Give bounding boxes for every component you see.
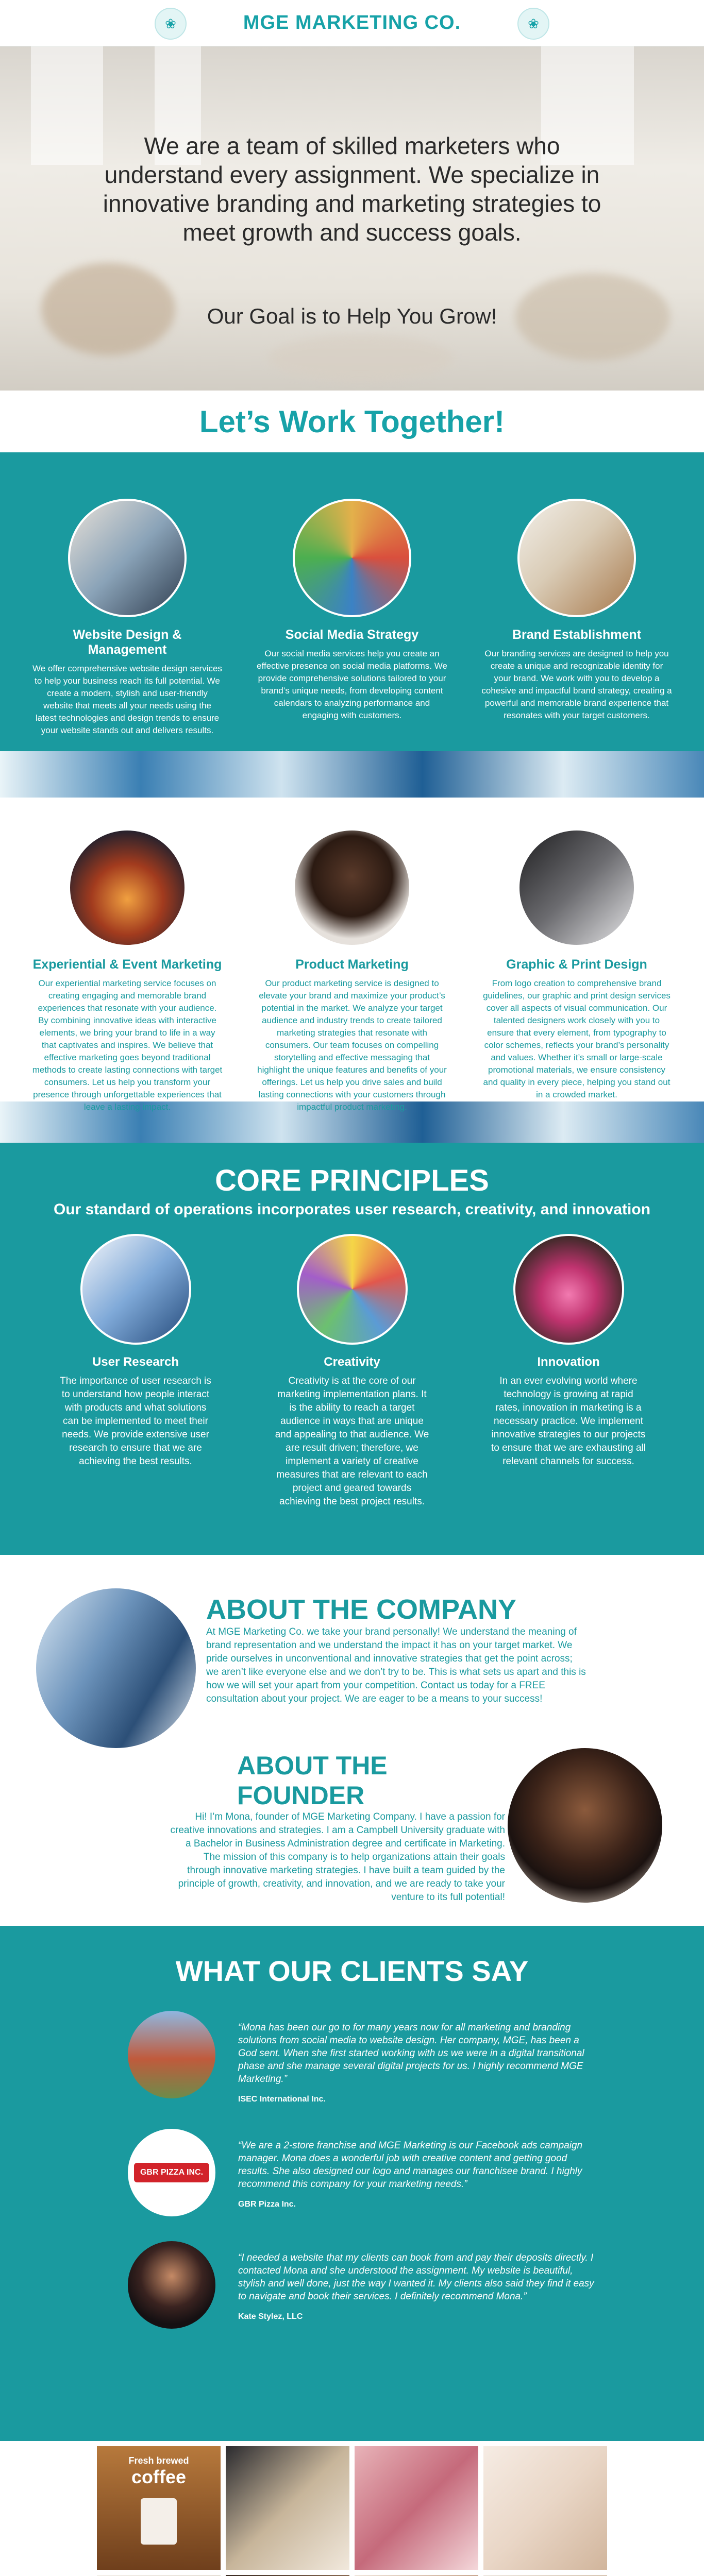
testimonial [128, 2241, 704, 2329]
gallery-tile[interactable] [226, 2446, 349, 2570]
company-image [36, 1588, 196, 1748]
service-text: Our experiential marketing service focuses on creating engaging and memorable brand experiences that resonate with your audience. By combining innovative ideas with interactive elements, we bring your brand to life in a way that captivates and inspires. We believe that effective marketing goes beyond traditional methods to create lasting connections with target consumers. Let us help you transform your presence through unforgettable experiences that leave a lasting impact. [32, 978, 223, 1112]
founder-photo [508, 1748, 662, 1903]
service-card [481, 499, 672, 737]
principle-text: The importance of user research is to understand how people interact with products and what solutions can be implemented to meet their needs. We provide extensive user research to ensure that we are achieving the best results. [60, 1376, 211, 1467]
wave-divider [0, 751, 704, 798]
service-text: Our social media services help you create an effective presence on social media platforms. We provide comprehensive solutions tailored to your brand’s unique needs, from developing content calendars to analyzing performance and engaging with customers. [257, 649, 447, 720]
principle-title: User Research [92, 1355, 179, 1369]
service-card [257, 828, 447, 1113]
principle-title: Innovation [537, 1355, 600, 1369]
testimonial-author: GBR Pizza Inc. [238, 2200, 296, 2209]
principle-image [513, 1234, 624, 1345]
service-title: Brand Establishment [512, 628, 642, 642]
principle-card [58, 1234, 213, 1509]
gallery-tile[interactable] [483, 2446, 607, 2570]
service-image [293, 828, 411, 947]
service-title: Product Marketing [295, 957, 409, 972]
service-title: Experiential & Event Marketing [32, 957, 222, 972]
service-card [32, 828, 223, 1113]
core-title: CORE PRINCIPLES [215, 1164, 489, 1197]
about-company-title: ABOUT THE COMPANY [206, 1594, 516, 1625]
site-header [0, 0, 704, 46]
principle-text: Creativity is at the core of our marketing implementation plans. It is the ability to reach a target audience in ways that are unique and appealing to that audience. We are result driven; therefore, we implement a variety of creative measures that are relevant to each project and geared towards achieving the best project results. [275, 1376, 429, 1507]
about-founder-title: ABOUT THE FOUNDER [237, 1751, 388, 1810]
service-text: Our product marketing service is designed to elevate your brand and maximize your product’s potential in the market. We analyze your target audience and industry trends to create tailored marketing strategies that resonate with consumers. Our team focuses on compelling storytelling and effective messaging that highlight the unique features and benefits of your offerings. Let us help you drive sales and build lasting connections with your customers through impactful product marketing. [257, 978, 447, 1112]
service-title: Website Design & Management [73, 628, 182, 657]
portfolio-gallery [0, 2441, 704, 2576]
gbr-logo: GBR PIZZA INC. [134, 2163, 209, 2182]
section-title-work: Let’s Work Together! [199, 404, 505, 439]
site-title[interactable]: MGE MARKETING CO. [243, 12, 461, 33]
testimonial [128, 2011, 704, 2104]
service-image [517, 499, 636, 617]
service-text: Our branding services are designed to help you create a unique and recognizable identity for your brand. We work with you to develop a cohesive and impactful brand strategy, creating a powerful and memorable brand experience that resonates with your target customers. [481, 649, 672, 720]
core-principles-section [0, 1143, 704, 1555]
logo-left-icon[interactable]: ❀ [155, 8, 187, 40]
core-subtitle: Our standard of operations incorporates user research, creativity, and innovation [53, 1201, 651, 1218]
about-founder-text: Hi! I’m Mona, founder of MGE Marketing Company. I have a passion for creative innovations and strategies. I am a Campbell University graduate with a Bachelor in Business Administration degree and certificate in Marketing. The mission of this company is to help organizations attain their goals through innovative marketing strategies. I have built a team guided by the principle of growth, creativity, and innovation, and we are ready to take your venture to its full potential! [170, 1811, 505, 1903]
service-title: Social Media Strategy [285, 628, 419, 642]
service-text: From logo creation to comprehensive brand guidelines, our graphic and print design services cover all aspects of visual communication. Our talented designers work closely with you to ensure that every element, from typography to color schemes, reflects your brand’s personality and values. Whether it’s small or large-scale promotional materials, we ensure consistency and quality in every piece, helping you stand out in a crowded market. [483, 978, 671, 1099]
client-avatar [128, 2241, 215, 2329]
principle-image [80, 1234, 191, 1345]
about-section [0, 1555, 704, 1926]
service-card [32, 499, 223, 737]
service-card [481, 828, 672, 1113]
testimonial [128, 2129, 704, 2216]
testimonial-quote: “I needed a website that my clients can book from and pay their deposits directly. I contacted Mona and she understood the assignment. My website is beautiful, stylish and well done, just the way I wanted it. My clients also said they find it easy to navigate and book their services. I definitely recommend Mona.” [238, 2252, 594, 2302]
service-image [517, 828, 636, 947]
client-avatar [128, 2011, 215, 2098]
testimonial-quote: “We are a 2-store franchise and MGE Marketing is our Facebook ads campaign manager. Mona does a wonderful job with creative content and getting good results. She also designed our logo and manages our franchisee brand. I highly recommend this company for your marketing needs.” [238, 2140, 583, 2190]
coffee-caption: Fresh brewed [128, 2455, 189, 2466]
principle-text: In an ever evolving world where technology is growing at rapid rates, innovation in marketing is a necessary practice. We implement innovative strategies to our projects to ensure that we are exhausting all relevant channels for success. [491, 1376, 646, 1467]
principle-card [275, 1234, 429, 1509]
testimonials-section [0, 1926, 704, 2441]
testimonial-author: Kate Stylez, LLC [238, 2312, 303, 2321]
services-row-2 [0, 798, 704, 1112]
hero-section [0, 46, 704, 391]
principle-image [297, 1234, 408, 1345]
client-avatar [128, 2129, 215, 2216]
testimonials-title: WHAT OUR CLIENTS SAY [175, 1955, 529, 1987]
logo-right-icon[interactable]: ❀ [517, 8, 549, 40]
service-text: We offer comprehensive website design services to help your business reach its full potential. We create a modern, stylish and user-friendly website that meets all your needs using the latest technologies and design trends to ensure your website stands out and delivers results. [32, 664, 222, 735]
hero-blur [268, 335, 454, 381]
service-card [257, 499, 447, 737]
hero-subline: Our Goal is to Help You Grow! [207, 304, 497, 328]
service-image [68, 499, 187, 617]
services-row-1 [0, 452, 704, 751]
about-company-text: At MGE Marketing Co. we take your brand personally! We understand the meaning of brand representation and we understand the impact it has on your target market. We pride ourselves in unconventional and innovative strategies that get the point across; we aren’t like everyone else and we don’t try to be. This is what sets us apart and this is how we will set your apart from your competition. Contact us today for a FREE consultation about your project. We are eager to be a means to your success! [206, 1626, 586, 1704]
gallery-tile[interactable] [355, 2446, 478, 2570]
about-company [206, 1594, 588, 1706]
coffee-caption: coffee [131, 2466, 187, 2487]
service-image [68, 828, 187, 947]
gallery-tile[interactable] [97, 2446, 221, 2570]
hero-headline: We are a team of skilled marketers who understand every assignment. We specialize in innovative branding and marketing strategies to meet growth and success goals. [103, 132, 601, 246]
principle-card [491, 1234, 646, 1509]
service-title: Graphic & Print Design [506, 957, 647, 972]
about-founder [170, 1751, 505, 1904]
testimonial-quote: “Mona has been our go to for many years now for all marketing and branding solutions from social media to website design. Her company, MGE, has been a God sent. When she first started working with us we were in a digital transitional phase and she manage several digital projects for us. I highly recommend MGE Marketing.” [238, 2022, 584, 2084]
principle-title: Creativity [324, 1355, 380, 1369]
coffee-cup [141, 2498, 177, 2545]
service-image [293, 499, 411, 617]
testimonial-author: ISEC International Inc. [238, 2095, 326, 2104]
